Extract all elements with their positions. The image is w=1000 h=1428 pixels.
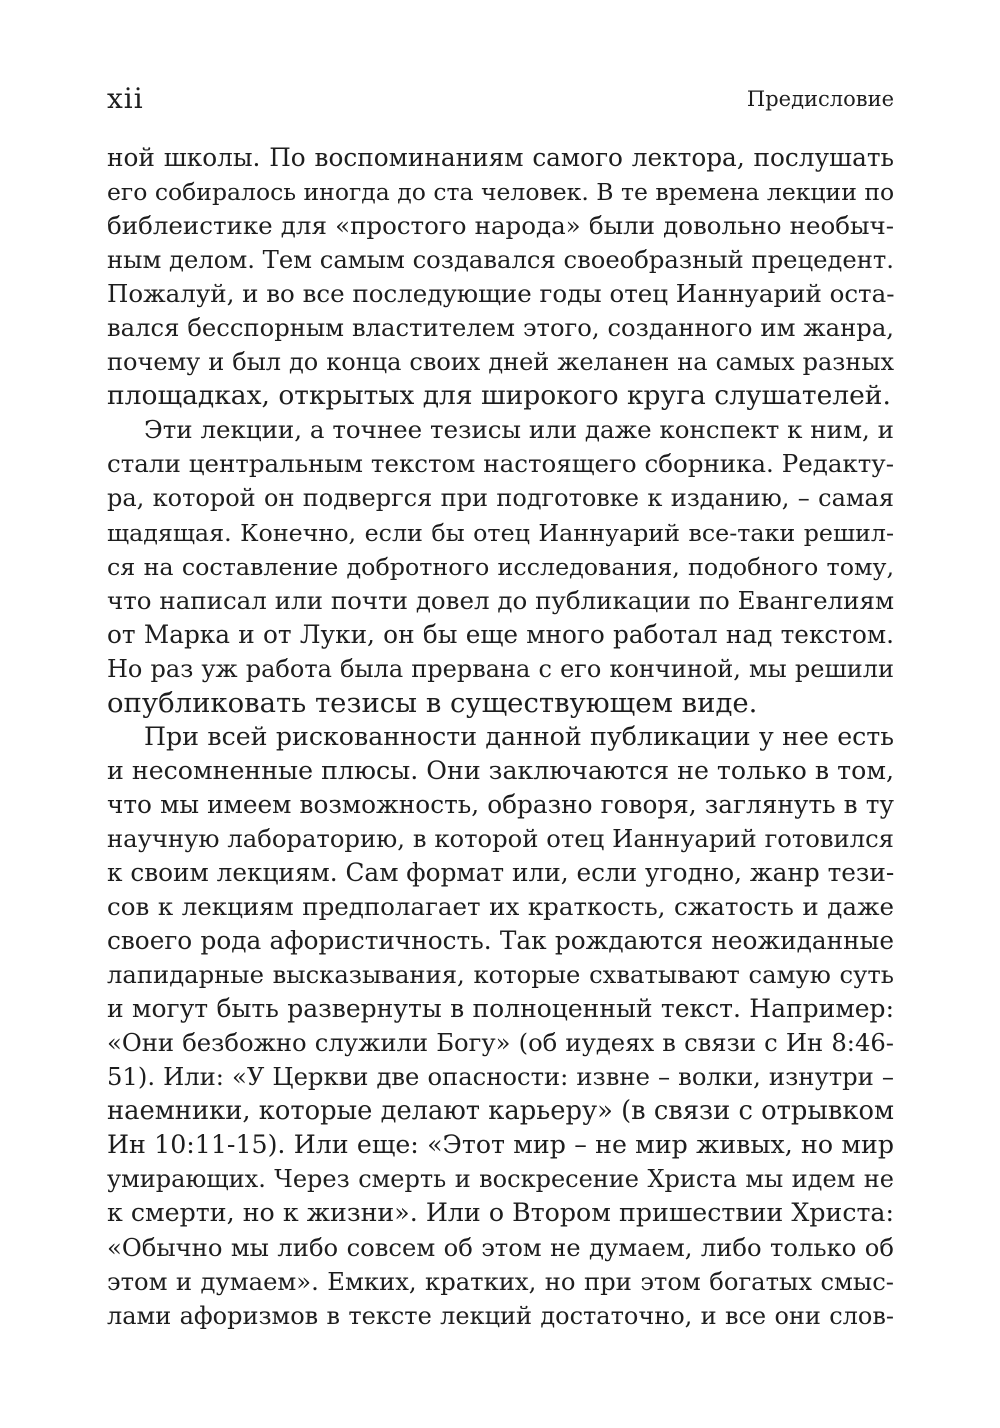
text-line: ным делом. Тем самым создавался своеобразный прецедент. [107,245,894,275]
running-head [107,82,894,116]
text-line: стали центральным текстом настоящего сборника. Редакту- [107,449,894,479]
text-line: к смерти, но к жизни». Или о Втором пришествии Христа: [107,1198,894,1228]
body-text [107,141,894,1333]
section-title: Предисловие [746,87,894,111]
text-line: Эти лекции, а точнее тезисы или даже конспект к ним, и [144,415,894,445]
text-line: «Обычно мы либо совсем об этом не думаем, либо только об [107,1232,894,1262]
text-line: наемники, которые делают карьеру» (в связи с отрывком [107,1096,894,1127]
text-line: ной школы. По воспоминаниям самого лектора, послушать [107,143,894,172]
page-number: xii [107,82,144,115]
text-line: 51). Или: «У Церкви две опасности: извне – волки, изнутри – [107,1062,894,1092]
text-line: к своим лекциям. Сам формат или, если угодно, жанр тези- [107,857,895,887]
text-line: от Марка и от Луки, он бы еще много работал над текстом. [107,619,894,649]
text-line: При всей рискованности данной публикации у нее есть [144,721,894,751]
text-line: ся на составление добротного исследования, подобного тому, [107,552,894,581]
text-line: «Они безбожно служили Богу» (об иудеях в связи с Ин 8:46- [107,1028,894,1058]
text-line: лапидарные высказывания, которые схватывают самую суть [107,960,894,990]
text-line: и могут быть развернуты в полноценный текст. Например: [107,994,894,1024]
text-line: сов к лекциям предполагает их краткость, сжатость и даже [107,892,894,922]
text-line: щадящая. Конечно, если бы отец Ианнуарий все-таки решил- [107,518,894,547]
text-line: что написал или почти довел до публикации по Евангелиям [107,585,894,615]
text-line: Ин 10:11-15). Или еще: «Этот мир – не мир живых, но мир [107,1130,894,1160]
text-line: площадках, открытых для широкого круга слушателей. [107,380,891,412]
text-line: умирающих. Через смерть и воскресение Христа мы идем не [107,1165,894,1194]
text-line: библеистике для «простого народа» были довольно необыч- [107,211,894,241]
text-line: его собиралось иногда до ста человек. В те времена лекции по [107,178,895,207]
text-line: опубликовать тезисы в существующем виде. [107,686,758,719]
text-line: своего рода афористичность. Так рождаются неожиданные [107,926,894,956]
text-line: научную лабораторию, в которой отец Ианнуарий готовился [107,823,894,853]
text-line: что мы имеем возможность, образно говоря, заглянуть в ту [107,789,894,819]
text-line: Пожалуй, и во все последующие годы отец Ианнуарий оста- [107,279,895,309]
text-line: этом и думаем». Емких, кратких, но при этом богатых смыс- [107,1266,894,1296]
text-line: вался бесспорным властителем этого, созданного им жанра, [107,313,894,343]
text-line: почему и был до конца своих дней желанен на самых разных [107,348,894,377]
text-line: Но раз уж работа была прервана с его кончиной, мы решили [107,654,894,683]
text-line: и несомненные плюсы. Они заключаются не только в том, [107,755,894,785]
text-line: ра, которой он подвергся при подготовке к изданию, – самая [107,484,894,513]
text-line: лами афоризмов в тексте лекций достаточно, и все они слов- [107,1301,894,1330]
